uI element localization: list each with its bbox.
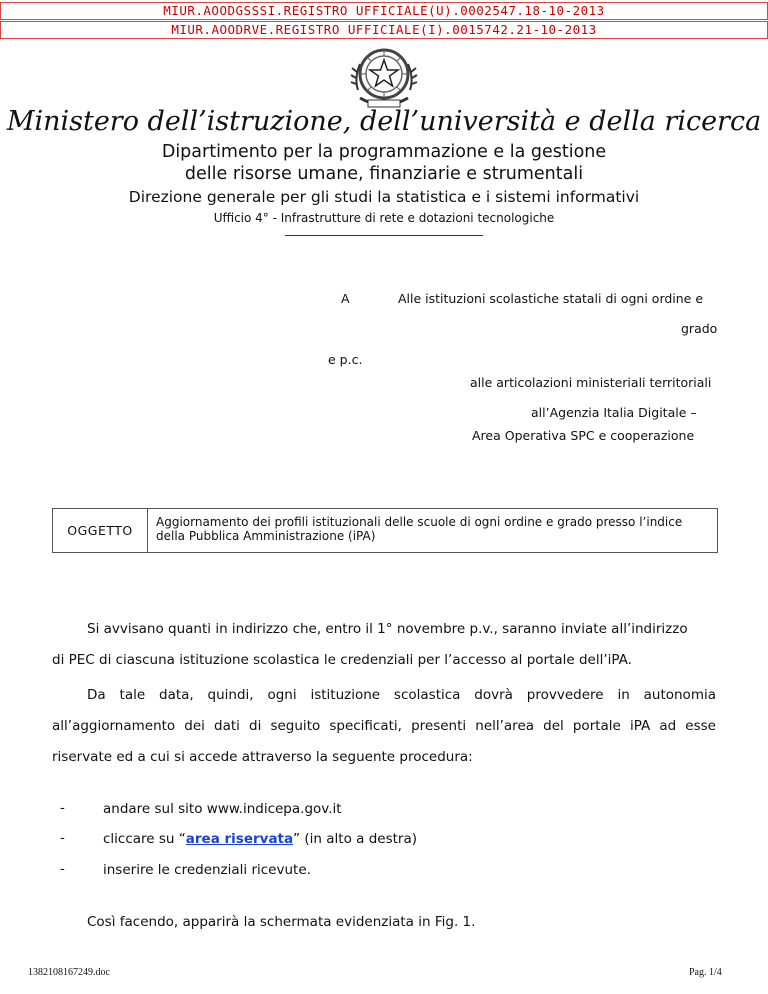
cc-recipient-2: all’Agenzia Italia Digitale – — [531, 405, 697, 420]
bullet-item-2-suffix: ” (in alto a destra) — [293, 831, 417, 847]
office-name: Ufficio 4° - Infrastrutture di rete e dotazioni tecnologiche — [213, 211, 555, 225]
ministry-title: Ministero dell’istruzione, dell’università e della ricerca — [6, 106, 762, 137]
subject-text: Aggiornamento dei profili istituzionali delle scuole di ogni ordine e grado presso l’indice della Pubblica Amministrazione (iPA) — [156, 515, 683, 543]
subject-box — [52, 508, 718, 553]
cc-recipient-1: alle articolazioni ministeriali territoriali — [470, 375, 712, 390]
department-line-2: delle risorse umane, finanziarie e strumentali — [184, 164, 584, 184]
protocol-stamp-outgoing: MIUR.AOODGSSSI.REGISTRO UFFICIALE(U).0002547.18-10-2013 — [0, 2, 768, 20]
footer-page-number: Pag. 1/4 — [689, 967, 722, 978]
cc-recipient-3: Area Operativa SPC e cooperazione — [472, 428, 695, 443]
protocol-stamp-incoming: MIUR.AOODRVE.REGISTRO UFFICIALE(I).0015742.21-10-2013 — [0, 21, 768, 39]
header-divider — [285, 235, 483, 236]
bullet-item-2 — [103, 830, 417, 848]
recipient-a-label: A — [341, 291, 350, 306]
recipient-main-line-2: grado — [681, 321, 718, 336]
paragraph-2-line-1: Da tale data, quindi, ogni istituzione scolastica dovrà provvedere in autonomia — [87, 687, 716, 703]
bullet-dash: - — [60, 830, 65, 846]
subject-label: OGGETTO — [53, 509, 148, 552]
bullet-dash: - — [60, 800, 65, 816]
department-line-1: Dipartimento per la programmazione e la gestione — [161, 142, 607, 162]
department-name — [0, 141, 768, 185]
bullet-item-3: inserire le credenziali ricevute. — [103, 862, 311, 878]
paragraph-3: Così facendo, apparirà la schermata evidenziata in Fig. 1. — [87, 914, 476, 930]
paragraph-1-line-2: di PEC di ciascuna istituzione scolastica le credenziali per l’accesso al portale dell’iPA. — [52, 652, 632, 668]
recipient-main-line-1: Alle istituzioni scolastiche statali di ogni ordine e — [398, 291, 704, 306]
area-riservata-link[interactable]: area riservata — [185, 831, 294, 847]
paragraph-1-line-1: Si avvisano quanti in indirizzo che, entro il 1° novembre p.v., saranno inviate all’indirizzo — [87, 621, 688, 637]
bullet-dash: - — [60, 861, 65, 877]
paragraph-2-line-3: riservate ed a cui si accede attraverso la seguente procedura: — [52, 749, 473, 765]
footer-filename: 1382108167249.doc — [28, 967, 110, 978]
bullet-item-2-prefix: cliccare su “ — [103, 831, 186, 847]
bullet-item-1: andare sul sito www.indicepa.gov.it — [103, 801, 342, 817]
paragraph-2-line-2: all’aggiornamento dei dati di seguito specificati, presenti nell’area del portale iPA ad esse — [52, 718, 716, 734]
cc-label: e p.c. — [328, 352, 363, 367]
directorate-name: Direzione generale per gli studi la statistica e i sistemi informativi — [128, 188, 640, 206]
